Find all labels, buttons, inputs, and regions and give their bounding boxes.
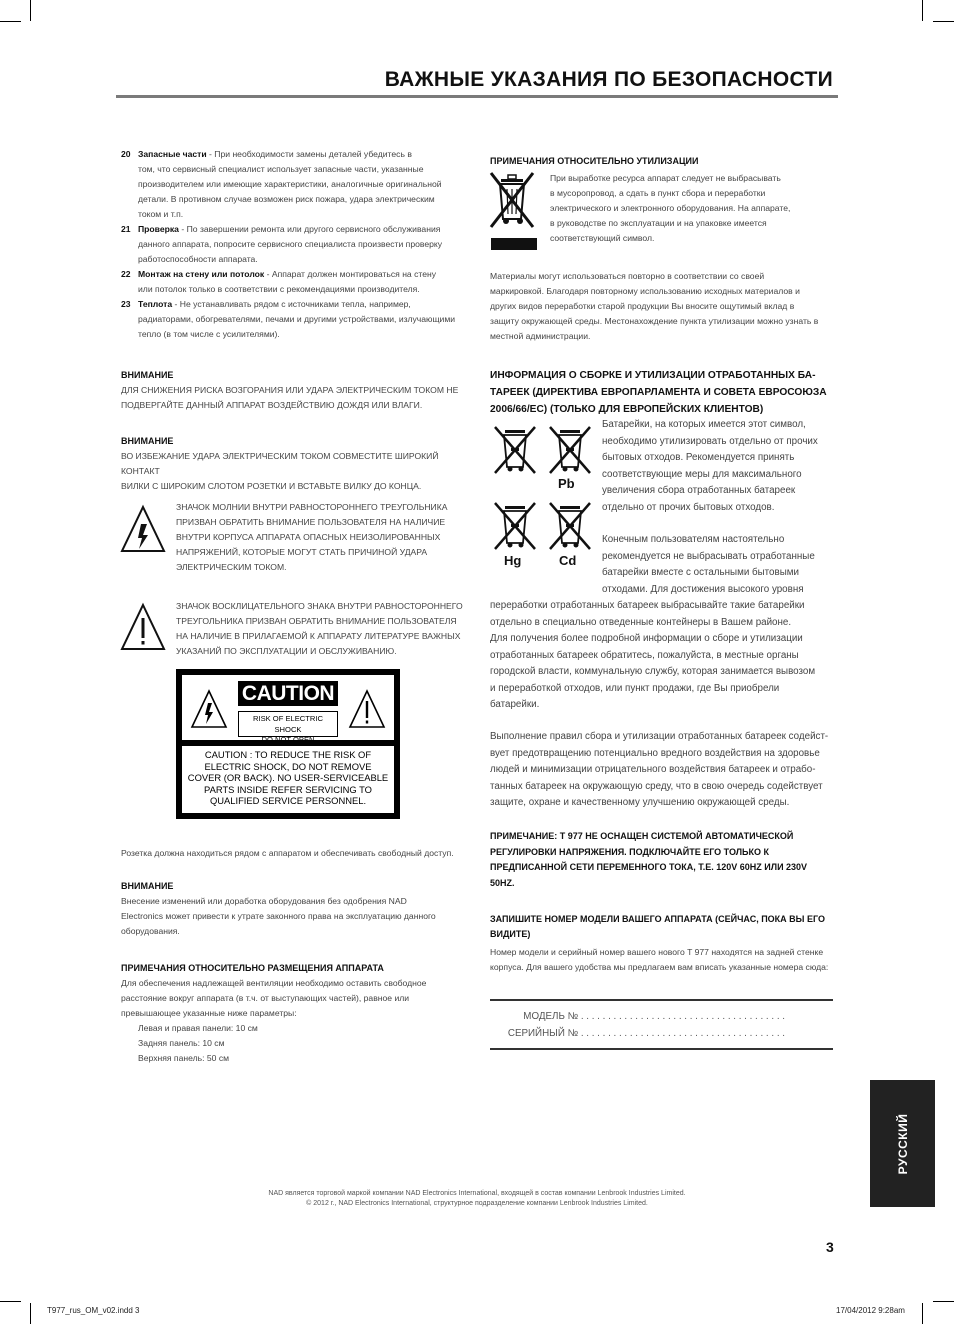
- warning-text: Внесение изменений или доработка оборудования без одобрения NAD: [121, 896, 407, 906]
- battery-para-2: [490, 729, 840, 812]
- list-item-text: детали. В противном случае возможен риск пожара, удара электрическим: [138, 194, 435, 204]
- text-line: городской власти, коммунальную службу, которая занимается вывозом: [490, 666, 816, 677]
- text-line: Конечным пользователям настоятельно: [602, 534, 785, 545]
- heading-line: 2006/66/EC) (ТОЛЬКО ДЛЯ ЕВРОПЕЙСКИХ КЛИЕНТОВ): [490, 404, 764, 415]
- crop-mark: [0, 21, 21, 22]
- note-line: ПРИЗВАН ОБРАТИТЬ ВНИМАНИЕ ПОЛЬЗОВАТЕЛЯ НА НАЛИЧИЕ: [176, 517, 446, 527]
- text-line: и переработкой отходов, или пункт продажи, где Вы приобрели: [490, 682, 780, 694]
- model-number-field[interactable]: МОДЕЛЬ № . . . . . . . . . . . . . . . . . . . . . . . . . . . . . . . . . . . . . .: [523, 1011, 785, 1022]
- crop-mark: [933, 21, 954, 22]
- section-text: Для обеспечения надлежащей вентиляции необходимо оставить свободное: [121, 978, 427, 988]
- slug-date: 17/04/2012 9:28am: [836, 1306, 905, 1315]
- list-item-text: током и т.п.: [138, 209, 184, 219]
- caution-body-line: ELECTRIC SHOCK, DO NOT REMOVE: [204, 760, 372, 772]
- text-line: защите, охране и качественному улучшению окружающей среды.: [490, 797, 790, 808]
- battery-bin-icon: [489, 500, 541, 552]
- text-line: Материалы могут использоваться повторно в соответствии со своей: [490, 271, 765, 281]
- text-line: переработки отработанных батареек выбрасывайте такие батарейки: [490, 600, 805, 611]
- warning-text: ВО ИЗБЕЖАНИЕ УДАРА ЭЛЕКТРИЧЕСКИМ ТОКОМ СОВМЕСТИТЕ ШИРОКИЙ КОНТАКТ: [121, 451, 439, 476]
- text-line: людей и минимизации отрицательного воздействия батареек и отрабо-: [490, 764, 816, 775]
- crop-mark: [922, 0, 923, 21]
- language-tab-label: РУССКИЙ: [895, 1113, 910, 1174]
- exclamation-triangle-icon: [119, 602, 167, 652]
- crop-mark: [922, 1303, 923, 1324]
- serial-number-field[interactable]: СЕРИЙНЫЙ № . . . . . . . . . . . . . . . . . . . . . . . . . . . . . . . . . . . . . .: [507, 1028, 785, 1039]
- numbered-list: [121, 147, 471, 342]
- slug-filename: T977_rus_OM_v02.indd 3: [47, 1306, 140, 1315]
- text-line: Для получения более подробной информации о сборе и утилизации: [490, 633, 803, 644]
- text-line: При выработке ресурса аппарат следует не выбрасывать: [550, 173, 781, 183]
- text-line: других видов переработки старой продукции Вы вносите ощутимый вклад в: [490, 301, 795, 311]
- list-item-text: данного аппарата, попросите сервисного специалиста произвести проверку: [138, 239, 443, 249]
- page-number: 3: [826, 1239, 834, 1255]
- note-line: НА НАЛИЧИЕ В ПРИЛАГАЕМОЙ К АППАРАТУ ЛИТЕРАТУРЕ ВАЖНЫХ: [176, 631, 461, 641]
- text-line: Выполнение правил сбора и утилизации отработанных батареек содейст-: [490, 731, 829, 742]
- text-line: соответствующие меры для максимального: [602, 468, 802, 480]
- crop-mark: [933, 1301, 954, 1302]
- lightning-triangle-icon: [119, 504, 167, 554]
- battery-bin-icon: [489, 424, 541, 476]
- heading-line: ТАРЕЕК (ДИРЕКТИВА ЕВРОПАРЛАМЕНТА И СОВЕТА ЕВРОСОЮЗА: [490, 387, 827, 398]
- note-line: ЗНАЧОК ВОСКЛИЦАТЕЛЬНОГО ЗНАКА ВНУТРИ РАВНОСТОРОННЕГО: [176, 601, 463, 611]
- voltage-note: [490, 829, 836, 891]
- warning-heading: ВНИМАНИЕ: [121, 881, 174, 891]
- footer-line: © 2012 г., NAD Electronics International, структурное подразделение компании Lenbrook Industries Limited.: [306, 1200, 648, 1207]
- section-text: расстояние вокруг аппарата (в т.ч. от выступающих частей), равное или: [121, 993, 410, 1003]
- caution-title: CAUTION: [238, 681, 338, 706]
- text-line: отработанных батареек обратитесь, пожалуйста, в местные органы: [490, 649, 799, 661]
- caution-body-line: CAUTION : TO REDUCE THE RISK OF: [204, 749, 372, 760]
- text-line: батарейки.: [490, 699, 540, 710]
- cd-label: Cd: [559, 553, 577, 568]
- note-line: ВНУТРИ КОРПУСА АППАРАТА ОПАСНЫХ НЕИЗОЛИРОВАННЫХ: [176, 532, 441, 542]
- note-line: ЭЛЕКТРИЧЕСКИМ ТОКОМ.: [176, 562, 287, 572]
- caution-center: [238, 681, 338, 744]
- note-line: 50HZ.: [490, 877, 515, 888]
- text-line: вует предотвращению потенциально вредного воздействия на здоровье: [490, 747, 820, 759]
- text-line: электрического и электронного оборудования. На аппарате,: [550, 203, 791, 213]
- battery-side-text-2: [602, 532, 842, 598]
- text-line: увеличения сбора отработанных батареек: [602, 485, 796, 496]
- weee-bin-icon: [487, 171, 539, 257]
- hg-label: Hg: [504, 553, 522, 568]
- footer: [180, 1189, 774, 1209]
- text-line: батарейки вместе с остальными бытовыми: [602, 567, 799, 578]
- note-line: РЕГУЛИРОВКИ НАПРЯЖЕНИЯ. ПОДКЛЮЧАЙТЕ ЕГО ТОЛЬКО К: [490, 846, 769, 857]
- warning-heading: ВНИМАНИЕ: [121, 370, 174, 380]
- text-line: местной администрации.: [490, 331, 591, 341]
- crop-mark: [30, 1303, 31, 1324]
- exclamation-triangle-icon: [348, 689, 386, 729]
- warning-text: ВИЛКИ С ШИРОКИМ СЛОТОМ РОЗЕТКИ И ВСТАВЬТЕ ВИЛКУ ДО КОНЦА.: [121, 481, 422, 491]
- warning-heading: ВНИМАНИЕ: [121, 436, 174, 446]
- warning-text: Electronics может привести к утрате законного права на эксплуатацию данного: [121, 911, 436, 921]
- text-line: Номер модели и серийный номер вашего нового T 977 находятся на задней стенке: [490, 947, 824, 957]
- section-heading: ПРИМЕЧАНИЯ ОТНОСИТЕЛЬНО РАЗМЕЩЕНИЯ АППАРАТА: [121, 963, 384, 973]
- note-line: НАПРЯЖЕНИЙ, КОТОРЫЕ МОГУТ СТАТЬ ПРИЧИНОЙ УДАРА: [176, 547, 428, 557]
- crop-mark: [0, 1301, 21, 1302]
- text-line: танных батареек на окружающую среду, что в свою очередь содействует: [490, 780, 823, 792]
- warning-text: оборудования.: [121, 926, 180, 936]
- text-line: защиту окружающей среды. Местонахождение пункта утилизации можно узнать в: [490, 316, 819, 326]
- section-heading: ПРИМЕЧАНИЯ ОТНОСИТЕЛЬНО УТИЛИЗАЦИИ: [490, 156, 699, 166]
- heading-line: ВИДИТЕ): [490, 929, 531, 939]
- caution-body-line: QUALIFIED SERVICE PERSONNEL.: [209, 795, 367, 807]
- placement-section: [121, 961, 471, 1066]
- list-item-text: том, что сервисный специалист использует запасные части, указанные: [138, 164, 424, 174]
- text-line: в руководстве по эксплуатации и на упаковке имеется: [550, 218, 767, 228]
- list-item: Задняя панель: 10 см: [138, 1038, 225, 1048]
- text-line: маркировкой. Благодаря повторному использованию исходных материалов и: [490, 286, 800, 296]
- list-item: 22 Монтаж на стену или потолок - Аппарат должен монтироваться на стену: [121, 269, 437, 279]
- caution-body-line: COVER (OR BACK). NO USER-SERVICEABLE: [187, 772, 389, 784]
- caution-body: [182, 746, 394, 813]
- warning-text: ПОДВЕРГАЙТЕ ДАННЫЙ АППАРАТ ВОЗДЕЙСТВИЮ ДОЖДЯ ИЛИ ВЛАГИ.: [121, 400, 423, 410]
- text-line: в мусоропровод, а сдать в пункт сбора и переработки: [550, 188, 766, 198]
- language-tab: [870, 1080, 935, 1207]
- lightning-note: [176, 500, 476, 575]
- form-rule-bottom: [490, 1048, 833, 1050]
- lightning-triangle-icon: [190, 689, 228, 729]
- list-item-text: тепло (в том числе с усилителями).: [138, 329, 280, 339]
- heading-line: ИНФОРМАЦИЯ О СБОРКЕ И УТИЛИЗАЦИИ ОТРАБОТАННЫХ БА-: [490, 370, 816, 381]
- title-rule: [116, 95, 838, 98]
- warning-modification: [121, 879, 471, 939]
- text-line: корпуса. Для вашего удобства мы предлагаем вам вписать указанные номера сюда:: [490, 962, 829, 972]
- warning-text: ДЛЯ СНИЖЕНИЯ РИСКА ВОЗГОРАНИЯ ИЛИ УДАРА ЭЛЕКТРИЧЕСКИМ ТОКОМ НЕ: [121, 385, 459, 395]
- record-text: [490, 945, 840, 975]
- list-item: Левая и правая панели: 10 см: [138, 1023, 258, 1033]
- caution-risk-line: DO NOT OPEN: [261, 735, 315, 744]
- list-item: 21 Проверка - По завершении ремонта или другого сервисного обслуживания: [121, 224, 441, 234]
- heading-line: ЗАПИШИТЕ НОМЕР МОДЕЛИ ВАШЕГО АППАРАТА (СЕЙЧАС, ПОКА ВЫ ЕГО: [490, 914, 825, 924]
- text-line: соответствующий символ.: [550, 233, 655, 243]
- note-line: ТРЕУГОЛЬНИКА ПРИЗВАН ОБРАТИТЬ ВНИМАНИЕ ПОЛЬЗОВАТЕЛЯ: [176, 616, 457, 626]
- text-line: отдельно от прочих бытовых отходов.: [602, 501, 775, 513]
- note-line: ЗНАЧОК МОЛНИИ ВНУТРИ РАВНОСТОРОННЕГО ТРЕУГОЛЬНИКА: [176, 502, 448, 512]
- crop-mark: [30, 0, 31, 21]
- battery-heading: [490, 367, 836, 418]
- battery-side-text-1: [602, 417, 842, 516]
- page-title: ВАЖНЫЕ УКАЗАНИЯ ПО БЕЗОПАСНОСТИ: [384, 68, 833, 91]
- disposal-side-text: [550, 171, 835, 246]
- note-line: ПРЕДПИСАННОЙ СЕТИ ПЕРЕМЕННОГО ТОКА, Т.Е. 120V 60HZ ИЛИ 230V: [490, 862, 808, 872]
- text-line: отдельно в специально отведенные контейнеры в Вашем районе.: [490, 616, 792, 628]
- battery-bin-icon: [544, 500, 596, 552]
- note-line: УКАЗАНИЙ ПО ЭКСПЛУАТАЦИИ И ОБСЛУЖИВАНИЮ.: [176, 646, 397, 656]
- caution-risk-box: [238, 711, 338, 744]
- list-item-text: или потолок только в соответствии с рекомендациями производителя.: [138, 284, 420, 294]
- pb-label: Pb: [558, 476, 575, 491]
- warning-rain: [121, 368, 471, 413]
- list-item: 23 Теплота - Не устанавливать рядом с источниками тепла, например,: [121, 299, 411, 309]
- caution-risk-line: RISK OF ELECTRIC SHOCK: [252, 714, 324, 734]
- list-item: Верхняя панель: 50 см: [138, 1053, 230, 1063]
- caution-label-top: [182, 675, 394, 744]
- text-line: отходами. Для достижения высокого уровня: [602, 583, 804, 595]
- caution-label: [176, 669, 400, 819]
- text-line: Батарейки, на которых имеется этот символ,: [602, 419, 806, 430]
- text-line: бытовых отходов. Рекомендуется принять: [602, 452, 795, 463]
- record-heading: [490, 912, 836, 942]
- text-line: рекомендуется не выбрасывать отработанные: [602, 550, 815, 562]
- socket-note: Розетка должна находиться рядом с аппаратом и обеспечивать свободный доступ.: [121, 848, 454, 858]
- list-item: 20 Запасные части - При необходимости замены деталей убедитесь в: [121, 149, 412, 159]
- text-line: необходимо утилизировать отдельно от прочих: [602, 435, 818, 447]
- section-text: превышающее указанные ниже параметры:: [121, 1008, 297, 1018]
- disposal-text: [490, 269, 835, 344]
- footer-line: NAD является торговой маркой компании NAD Electronics International, входящей в состав компании Lenbrook Industries Limited.: [268, 1190, 686, 1197]
- list-item-text: производителем или имеющие характеристики, аналогичные оригинальной: [138, 179, 442, 189]
- form-rule-top: [490, 999, 833, 1001]
- list-item-text: радиаторами, обогревателями, печами и другими устройствами, излучающими: [138, 314, 456, 324]
- list-item-text: работоспособности аппарата.: [138, 254, 258, 264]
- note-line: ПРИМЕЧАНИЕ: T 977 НЕ ОСНАЩЕН СИСТЕМОЙ АВТОМАТИЧЕСКОЙ: [490, 831, 794, 841]
- warning-plug: [121, 434, 471, 494]
- exclamation-note: [176, 599, 476, 659]
- caution-body-line: PARTS INSIDE REFER SERVICING TO: [204, 783, 372, 795]
- battery-full-text: [490, 598, 840, 714]
- battery-bin-icon: [544, 424, 596, 476]
